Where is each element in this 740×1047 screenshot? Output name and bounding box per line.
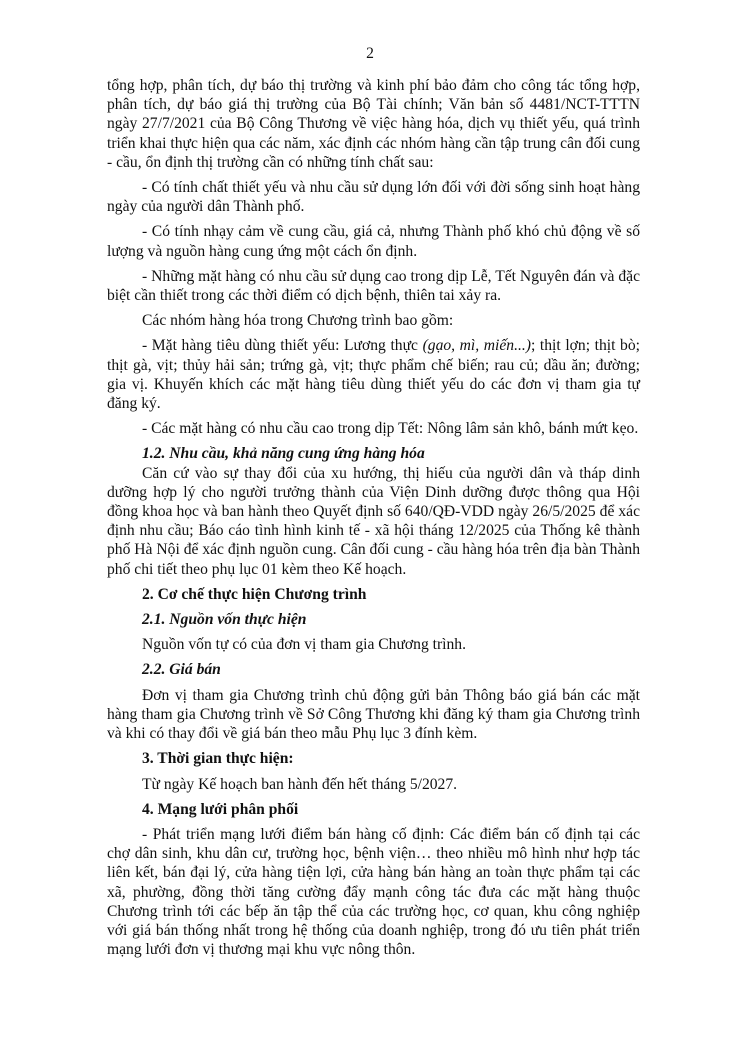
- group-item-essential-rest: ; thịt lợn; thịt bò; thịt gà, vịt; thủy hải sản; trứng gà, vịt; thực phẩm chế biến; rau củ; dầu ăn; đường; gia vị. Khuyến khích các mặt hàng tiêu dùng thiết yếu do các đơn vị tham gia tự đăng ký.: [107, 337, 640, 413]
- group-item-essential-start: - Mặt hàng tiêu dùng thiết yếu: Lương thực: [142, 337, 423, 355]
- section-2-2-body: Đơn vị tham gia Chương trình chủ động gửi bản Thông báo giá bán các mặt hàng tham gia Chương trình về Sở Công Thương khi đăng ký tham gia Chương trình và khi có thay đổi về giá bán theo mẫu Phụ lục 3 đính kèm.: [107, 686, 640, 743]
- section-3-title: 3. Thời gian thực hiện:: [142, 750, 294, 768]
- page-number: 2: [366, 45, 374, 62]
- section-3-body: Từ ngày Kế hoạch ban hành đến hết tháng 5/2027.: [142, 775, 458, 793]
- group-item-essential-examples: (gạo, mì, miến...): [422, 337, 531, 355]
- section-4-body: - Phát triển mạng lưới điểm bán hàng cố định: Các điểm bán cố định tại các chợ dân sinh, khu dân cư, trường học, bệnh viện… theo nhiều mô hình như hợp tác liên kết, bán đại lý, cửa hàng tiện lợi, cửa hàng bán hàng an toàn thực phẩm tại các xã, phường, đồng thời tăng cường đẩy mạnh công tác đưa các mặt hàng thuộc Chương trình tới các bếp ăn tập thể của các trường học, cơ quan, khu công nghiệp với giá bán thống nhất trong hệ thống của doanh nghiệp, trong đó ưu tiên phát triển mạng lưới đơn vị thương mại khu vực nông thôn.: [107, 825, 640, 959]
- section-2-1-body: Nguồn vốn tự có của đơn vị tham gia Chương trình.: [142, 636, 467, 654]
- document-body: [107, 76, 640, 959]
- section-4-title: 4. Mạng lưới phân phối: [142, 800, 299, 818]
- criterion-3: - Những mặt hàng có nhu cầu sử dụng cao trong dịp Lễ, Tết Nguyên đán và đặc biệt cần thiết trong các thời điểm có dịch bệnh, thiên tai xảy ra.: [107, 267, 640, 305]
- group-item-tet: - Các mặt hàng có nhu cầu cao trong dịp Tết: Nông lâm sản khô, bánh mứt kẹo.: [142, 420, 639, 438]
- groups-intro: Các nhóm hàng hóa trong Chương trình bao gồm:: [142, 312, 454, 330]
- section-1-2-title: 1.2. Nhu cầu, khả năng cung ứng hàng hóa: [142, 445, 425, 463]
- intro-paragraph: tổng hợp, phân tích, dự báo thị trường và kinh phí bảo đảm cho công tác tổng hợp, phân tích, dự báo giá thị trường của Bộ Tài chính; Văn bản số 4481/NCT-TTTN ngày 27/7/2021 của Bộ Công Thương về việc hàng hóa, dịch vụ thiết yếu, quá trình triển khai thực hiện qua các năm, xác định các nhóm hàng cần tập trung cân đối cung - cầu, ổn định thị trường cần có những tính chất sau:: [107, 77, 640, 171]
- section-2-2-title: 2.2. Giá bán: [142, 661, 221, 679]
- criterion-2: - Có tính nhạy cảm về cung cầu, giá cả, nhưng Thành phố khó chủ động về số lượng và nguồn hàng cung ứng một cách ổn định.: [107, 223, 640, 260]
- section-2-1-title: 2.1. Nguồn vốn thực hiện: [142, 611, 307, 629]
- section-1-2-body: Căn cứ vào sự thay đổi của xu hướng, thị hiếu của người dân và tháp dinh dưỡng hợp lý cho người trưởng thành của Viện Dinh dưỡng được thông qua Hội đồng khoa học và ban hành theo Quyết định số 640/QĐ-VDD ngày 26/5/2025 để xác định nhu cầu; Báo cáo tình hình kinh tế - xã hội tháng 12/2025 của Thống kê thành phố Hà Nội để xác định nguồn cung. Cân đối cung - cầu hàng hóa trên địa bàn Thành phố chi tiết theo phụ lục 01 kèm theo Kế hoạch.: [107, 464, 640, 578]
- criterion-1: - Có tính chất thiết yếu và nhu cầu sử dụng lớn đối với đời sống sinh hoạt hàng ngày của người dân Thành phố.: [107, 179, 640, 216]
- group-item-essential: [107, 336, 640, 413]
- section-2-title: 2. Cơ chế thực hiện Chương trình: [142, 585, 367, 603]
